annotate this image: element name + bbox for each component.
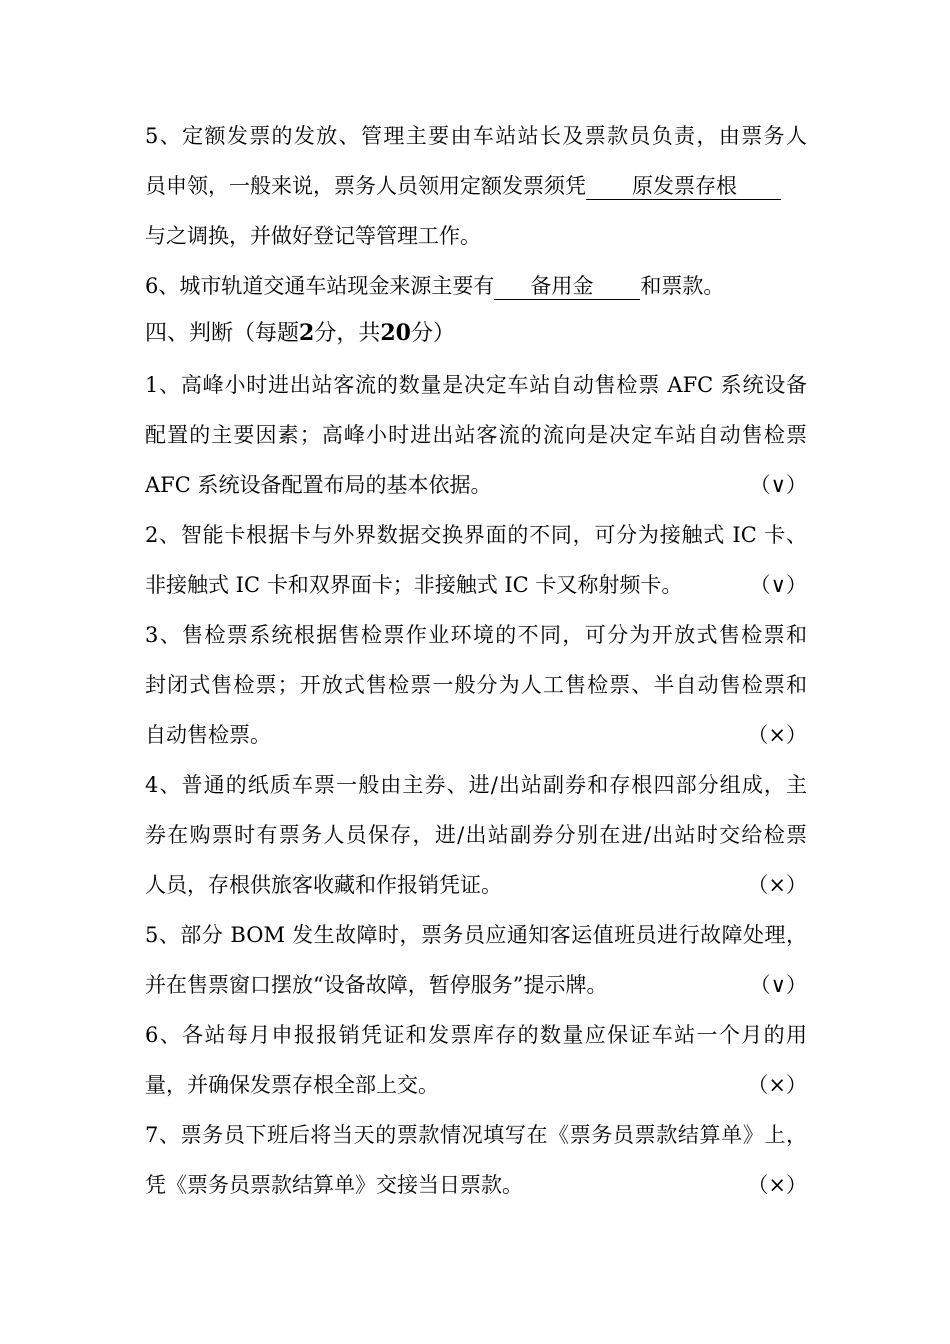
judge-item-3-line3: 自动售检票。 （×） [145, 720, 807, 750]
judge-item-4-line1: 4、普通的纸质车票一般由主券、进/出站副券和存根四部分组成，主 [145, 773, 807, 797]
judge-item-4-answer: （×） [739, 870, 807, 900]
judge-item-6-line2: 量，并确保发票存根全部上交。 （×） [145, 1070, 807, 1100]
judge-item-1-line3: AFC 系统设备配置布局的基本依据。 （∨） [145, 470, 807, 500]
fill-q5-prefix: 员申领，一般来说，票务人员领用定额发票须凭 [145, 174, 586, 198]
judge-item-3-line1: 3、售检票系统根据售检票作业环境的不同，可分为开放式售检票和 [145, 623, 807, 647]
fill-q6-suffix: 和票款。 [640, 274, 725, 298]
judge-item-1-answer: （∨） [742, 470, 807, 500]
fill-q5-line2 [145, 171, 807, 201]
judge-item-7-line2: 凭《票务员票款结算单》交接当日票款。 （×） [145, 1170, 807, 1200]
judge-item-3-line2: 封闭式售检票；开放式售检票一般分为人工售检票、半自动售检票和 [145, 673, 807, 697]
fill-q6-answer-blank: 备用金 [494, 273, 640, 300]
judge-item-4-line3: 人员，存根供旅客收藏和作报销凭证。 （×） [145, 870, 807, 900]
section-heading-judge: 四、判断（每题2分，共20分） [145, 320, 455, 346]
judge-item-7-line1: 7、票务员下班后将当天的票款情况填写在《票务员票款结算单》上， [145, 1123, 807, 1147]
judge-item-4-line2: 券在购票时有票务人员保存，进/出站副券分别在进/出站时交给检票 [145, 823, 807, 847]
judge-item-5-line1: 5、部分 BOM 发生故障时，票务员应通知客运值班员进行故障处理， [145, 923, 807, 947]
judge-item-6-answer: （×） [739, 1070, 807, 1100]
judge-item-1-line1: 1、高峰小时进出站客流的数量是决定车站自动售检票 AFC 系统设备 [145, 373, 807, 397]
judge-item-5-answer: （∨） [742, 970, 807, 1000]
judge-item-1-line2: 配置的主要因素；高峰小时进出站客流的流向是决定车站自动售检票 [145, 423, 807, 447]
judge-item-5-line2: 并在售票窗口摆放“设备故障，暂停服务”提示牌。 （∨） [145, 970, 807, 1000]
judge-item-3-answer: （×） [739, 720, 807, 750]
judge-item-2-answer: （∨） [742, 570, 807, 600]
fill-q6-prefix: 6、城市轨道交通车站现金来源主要有 [145, 274, 495, 298]
judge-item-2-line2: 非接触式 IC 卡和双界面卡；非接触式 IC 卡又称射频卡。 （∨） [145, 570, 807, 600]
fill-q5-answer-blank: 原发票存根 [586, 173, 781, 200]
judge-item-2-line1: 2、智能卡根据卡与外界数据交换界面的不同，可分为接触式 IC 卡、 [145, 523, 807, 547]
fill-q6-line [145, 271, 807, 301]
judge-item-7-answer: （×） [739, 1170, 807, 1200]
fill-q5-line3: 与之调换，并做好登记等管理工作。 [145, 224, 481, 248]
fill-q5-line1: 5、定额发票的发放、管理主要由车站站长及票款员负责，由票务人 [145, 124, 807, 148]
judge-item-6-line1: 6、各站每月申报报销凭证和发票库存的数量应保证车站一个月的用 [145, 1023, 807, 1047]
